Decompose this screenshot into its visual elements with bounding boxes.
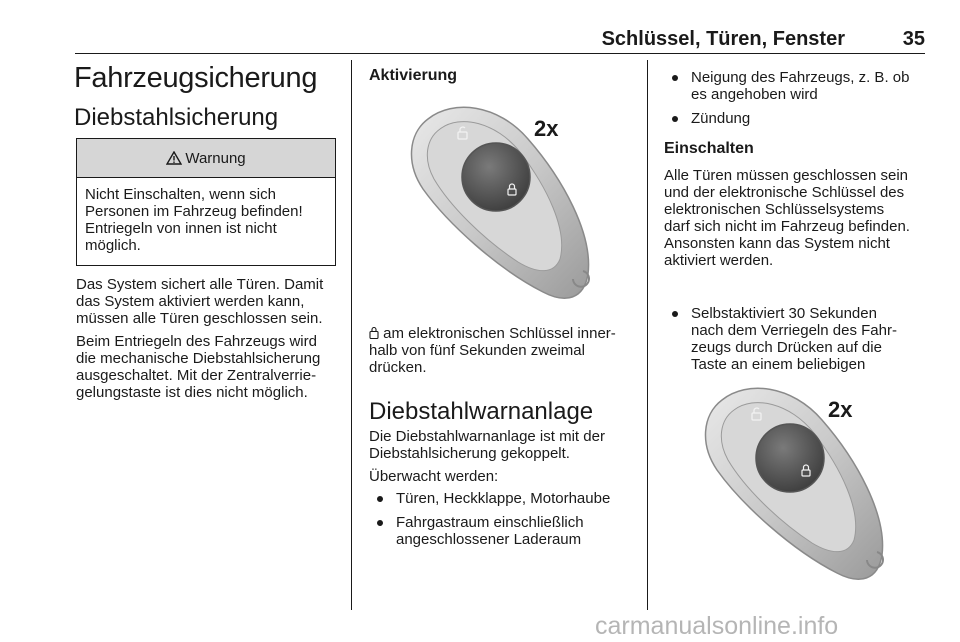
watermark: carmanualsonline.info [595, 612, 839, 640]
text-line: Fahrgastraum einschließlich [396, 514, 584, 531]
heading-alarm: Diebstahlwarnanlage [369, 398, 594, 425]
text-line: halb von fünf Sekunden zweimal [369, 342, 585, 359]
text-line: elektronischen Schlüsselsystems [664, 201, 885, 218]
warning-triangle-icon [166, 151, 182, 165]
paragraph-system [76, 276, 344, 327]
text-line: drücken. [369, 359, 427, 376]
press-count-label-2: 2x [828, 397, 853, 422]
warning-line: möglich. [85, 237, 141, 254]
text-line: Die Diebstahlwarnanlage ist mit der [369, 428, 605, 445]
column-divider-1 [351, 60, 352, 610]
text-line: Taste an einem beliebigen [691, 356, 866, 373]
warning-title: Warnung [185, 149, 246, 167]
text-line [369, 325, 639, 342]
text-line: Das System sichert alle Türen. Damit [76, 276, 324, 293]
monitored-list [369, 490, 644, 555]
press-count-label: 2x [534, 116, 559, 141]
list-item [664, 110, 934, 127]
text-line: nach dem Verriegeln des Fahr- [691, 322, 897, 339]
text-line: die mechanische Diebstahlsicherung [76, 350, 321, 367]
text-line: Alle Türen müssen geschlossen sein [664, 167, 909, 184]
heading-enable: Einschalten [664, 140, 754, 157]
heading-activation: Aktivierung [369, 67, 458, 84]
list-item [369, 514, 644, 548]
text-line: und der elektronische Schlüssel des [664, 184, 905, 201]
activation-caption [369, 325, 639, 376]
warning-box [76, 138, 336, 266]
text-line: zeugs durch Drücken auf die [691, 339, 882, 356]
subsection-heading: Diebstahlsicherung [74, 104, 279, 131]
list-item [369, 490, 644, 507]
text-line: angeschlossener Laderaum [396, 531, 582, 548]
text-line: das System aktiviert werden kann, [76, 293, 305, 310]
text-line: Türen, Heckklappe, Motorhaube [396, 490, 611, 507]
paragraph-alarm [369, 428, 639, 462]
warning-text [77, 178, 335, 254]
text-line: müssen alle Türen geschlossen sein. [76, 310, 323, 327]
paragraph-monitored: Überwacht werden: [369, 468, 499, 485]
text-line: gelungstaste ist dies nicht möglich. [76, 384, 308, 401]
section-heading: Fahrzeugsicherung [74, 62, 318, 94]
key-fob-illustration-2 [662, 375, 926, 590]
paragraph-enable [664, 167, 939, 269]
text-line: Diebstahlsicherung gekoppelt. [369, 445, 570, 462]
text-line: Ansonsten kann das System nicht [664, 235, 890, 252]
header-title: Schlüssel, Türen, Fenster [601, 28, 845, 50]
text-line: es angehoben wird [691, 86, 818, 103]
caption-text: am elektronischen Schlüssel inner- [379, 325, 616, 342]
text-line: Beim Entriegeln des Fahrzeugs wird [76, 333, 317, 350]
key-fob-illustration [368, 94, 632, 306]
list-item [664, 69, 934, 103]
warning-line: Nicht Einschalten, wenn sich [85, 186, 276, 203]
text-line: aktiviert werden. [664, 252, 774, 269]
column-divider-2 [647, 60, 648, 610]
text-line: darf sich nicht im Fahrzeug befinden. [664, 218, 910, 235]
paragraph-unlock [76, 333, 344, 401]
running-header [75, 22, 925, 52]
text-line: ausgeschaltet. Mit der Zentralverrie- [76, 367, 317, 384]
page-number: 35 [902, 28, 925, 50]
warning-header [77, 139, 335, 178]
warning-line: Entriegeln von innen ist nicht [85, 220, 277, 237]
text-line: Neigung des Fahrzeugs, z. B. ob [691, 69, 910, 86]
warning-line: Personen im Fahrzeug befinden! [85, 203, 303, 220]
monitored-list-cont [664, 69, 934, 134]
text-line: Zündung [691, 110, 751, 127]
text-line: Selbstaktiviert 30 Sekunden [691, 305, 877, 322]
header-rule [75, 53, 925, 54]
lock-icon [369, 326, 379, 339]
